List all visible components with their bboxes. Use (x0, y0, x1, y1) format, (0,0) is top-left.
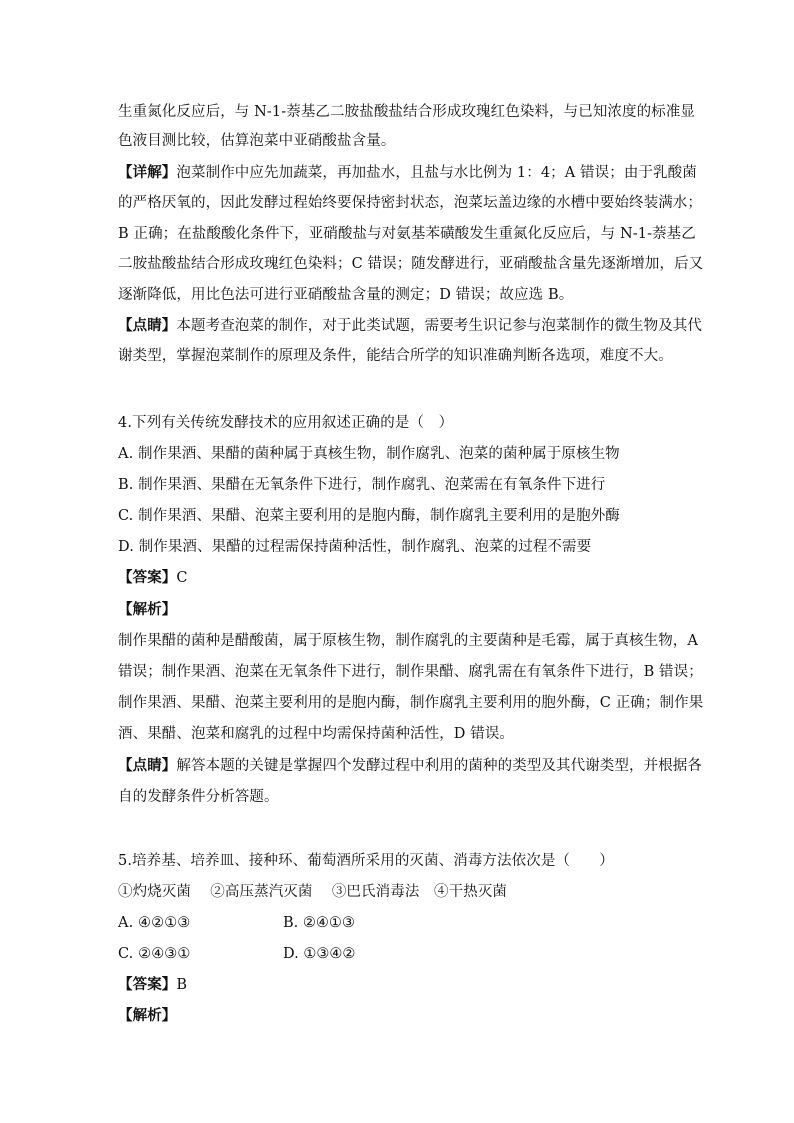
q4-answer (118, 568, 188, 588)
q4-option-b: B. 制作果酒、果醋在无氧条件下进行，制作腐乳、泡菜需在有氧条件下进行 (118, 477, 606, 493)
q4-comment-line-2: 自的发酵条件分析答题。 (118, 789, 279, 805)
comment-tag: 【点睛】 (118, 318, 177, 334)
answer-tag: 【答案】 (118, 977, 177, 993)
q4-option-a: A. 制作果酒、果醋的菌种属于真核生物，制作腐乳、泡菜的菌种属于原核生物 (118, 446, 620, 462)
q3-analysis-line-2: 色液目测比较，估算泡菜中亚硝酸盐含量。 (118, 133, 396, 149)
q5-analysis-heading (118, 1006, 176, 1026)
analysis-tag: 【解析】 (118, 1008, 177, 1024)
q4-option-c: C. 制作果酒、果醋、泡菜主要利用的是胞内酶，制作腐乳主要利用的是胞外酶 (118, 508, 620, 524)
q5-methods: ①灼烧灭菌 ②高压蒸汽灭菌 ③巴氏消毒法 ④干热灭菌 (118, 884, 508, 900)
answer-value: B (176, 977, 188, 993)
q3-detail-line-5: 逐渐降低，用比色法可进行亚硝酸盐含量的测定；D 错误；故应选 B。 (118, 287, 574, 303)
answer-value: C (176, 570, 188, 586)
q5-stem: 5.培养基、培养皿、接种环、葡萄酒所采用的灭菌、消毒方法依次是（ ） (118, 853, 614, 869)
q4-option-d: D. 制作果酒、果醋的过程需保持菌种活性，制作腐乳、泡菜的过程不需要 (118, 539, 592, 555)
detail-tag: 【详解】 (118, 165, 177, 181)
q4-analysis-line-1: 制作果醋的菌种是醋酸菌，属于原核生物，制作腐乳的主要菌种是毛霉，属于真核生物，A (118, 633, 698, 649)
q5-option-a: A. ④②①③ (118, 915, 191, 931)
q3-detail-line-1: 【详解】泡菜制作中应先加蔬菜，再加盐水，且盐与水比例为 1：4；A 错误；由于乳酸菌 (118, 165, 697, 181)
q5-option-b: B. ②④①③ (283, 915, 355, 931)
answer-tag: 【答案】 (118, 570, 177, 586)
q3-comment-line-1: 【点睛】本题考查泡菜的制作，对于此类试题，需要考生识记参与泡菜制作的微生物及其代 (118, 318, 703, 334)
q4-analysis-line-2: 错误；制作果酒、泡菜在无氧条件下进行，制作果醋、腐乳需在有氧条件下进行，B 错误； (118, 664, 703, 680)
q5-option-d: D. ①③④② (283, 946, 356, 962)
q3-analysis-line-1: 生重氮化反应后，与 N-1-萘基乙二胺盐酸盐结合形成玫瑰红色染料，与已知浓度的标准显 (118, 104, 696, 120)
q4-stem: 4.下列有关传统发酵技术的应用叙述正确的是（ ） (118, 415, 454, 431)
q4-analysis-line-4: 酒、果醋、泡菜和腐乳的过程中均需保持菌种活性，D 错误。 (118, 726, 515, 742)
q4-comment-line-1: 【点睛】解答本题的关键是掌握四个发酵过程中利用的菌种的类型及其代谢类型，并根据各 (118, 758, 703, 774)
analysis-tag: 【解析】 (118, 602, 177, 618)
q4-analysis-heading (118, 600, 176, 620)
q5-answer (118, 975, 187, 995)
q3-detail-line-3: B 正确；在盐酸酸化条件下，亚硝酸盐与对氨基苯磺酸发生重氮化反应后，与 N-1-萘基乙 (118, 226, 696, 242)
q5-option-c: C. ②④③① (118, 946, 191, 962)
q3-comment-line-2: 谢类型，掌握泡菜制作的原理及条件，能结合所学的知识准确判断各选项，难度不大。 (118, 348, 673, 364)
q4-analysis-line-3: 制作果酒、果醋、泡菜主要利用的是胞内酶，制作腐乳主要利用的胞外酶，C 正确；制作果 (118, 695, 704, 711)
q3-detail-line-4: 二胺盐酸盐结合形成玫瑰红色染料；C 错误；随发酵进行，亚硝酸盐含量先逐渐增加，后又 (118, 256, 704, 272)
comment-tag: 【点睛】 (118, 758, 177, 774)
q3-detail-line-2: 的严格厌氧的，因此发酵过程始终要保持密封状态，泡菜坛盖边缘的水槽中要始终装满水； (118, 195, 702, 211)
